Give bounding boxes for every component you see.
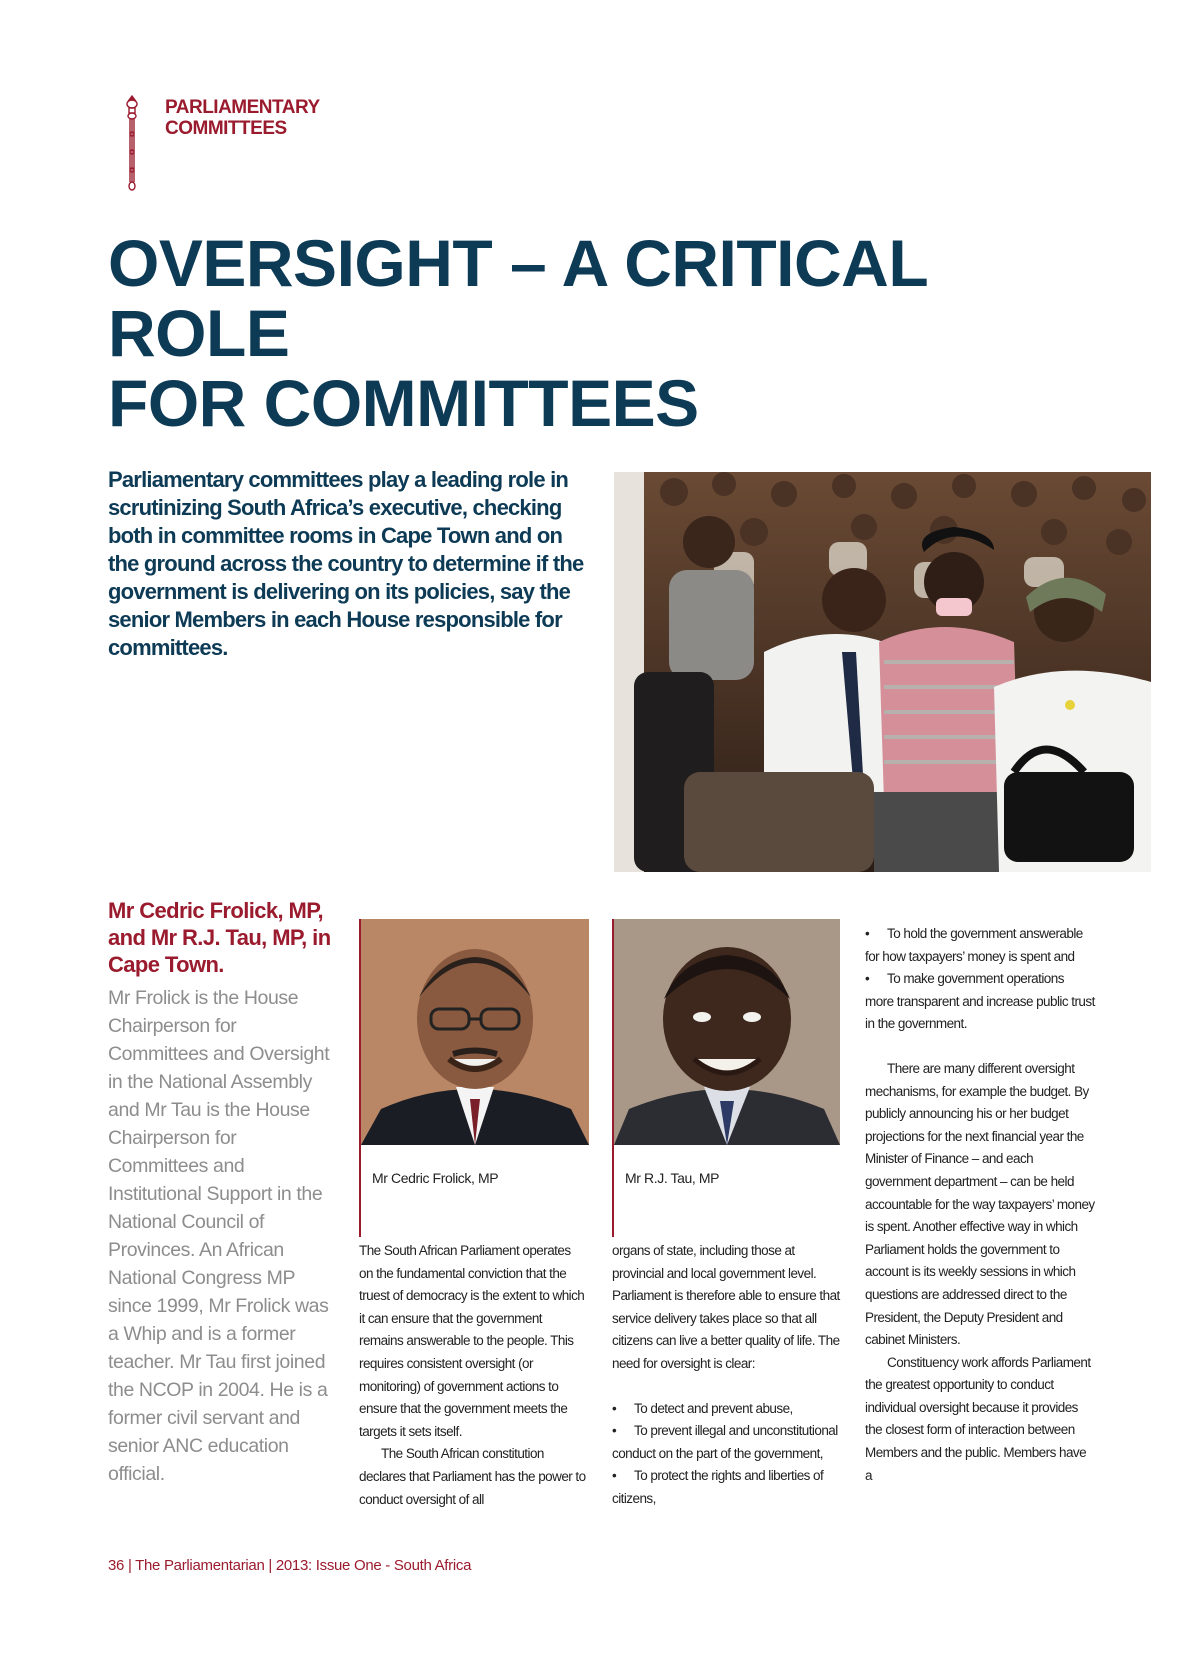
list-item xyxy=(865,968,1095,1036)
portrait-frolick-image xyxy=(361,919,589,1145)
bullet-icon: • xyxy=(612,1423,617,1439)
bullet-icon: • xyxy=(865,971,870,987)
caption-frolick: Mr Cedric Frolick, MP xyxy=(372,1170,499,1186)
page-title xyxy=(108,228,1108,438)
crowd-photo xyxy=(614,472,1151,872)
bullet-icon: • xyxy=(612,1468,617,1484)
list-item-text: To detect and prevent abuse, xyxy=(634,1400,793,1416)
section-label-line1: PARLIAMENTARY xyxy=(165,97,320,118)
caption-rule xyxy=(359,1145,361,1237)
intro-paragraph: Parliamentary committees play a leading role in scrutinizing South Africa’s executive, checking both in committee rooms in Cape Town and on the ground across the country to determine if the government is delivering on its policies, say the senior Members in each House responsible for committees. xyxy=(108,467,584,660)
bullet-icon: • xyxy=(612,1400,617,1416)
caption-rule xyxy=(612,1145,614,1237)
section-label xyxy=(165,97,320,139)
section-label-line2: COMMITTEES xyxy=(165,118,287,139)
portrait-tau xyxy=(612,919,840,1145)
list-item xyxy=(612,1465,842,1510)
sidebar-bio: Mr Frolick is the House Chairperson for Committees and Oversight in the National Assembly and Mr Tau is the House Chairperson for Committees and Institutional Support in the National Council of Provinces. An African National Congress MP since 1999, Mr Frolick was a Whip and is a former teacher. Mr Tau first joined the NCOP in 2004. He is a former civil servant and senior ANC education official. xyxy=(108,987,330,1485)
body-paragraph: The South African constitution declares that Parliament has the power to conduct oversight of all xyxy=(359,1446,586,1507)
portrait-tau-image xyxy=(614,919,840,1145)
list-item-text: To protect the rights and liberties of citizens, xyxy=(612,1468,824,1506)
page-title-line1: OVERSIGHT – A CRITICAL ROLE xyxy=(108,226,927,370)
body-paragraph: There are many different oversight mechanisms, for example the budget. By publicly announcing his or her budget projections for the next financial year the Minister of Finance – and each government department – can be held accountable for the way taxpayers’ money is spent. Another effective way in which Parliament holds the government to account is its weekly sessions in which questions are addressed direct to the President, the Deputy President and cabinet Ministers. xyxy=(865,1060,1095,1348)
body-paragraph: organs of state, including those at provincial and local government level. Parliament is therefore able to ensure that service delivery takes place so that all citizens can live a better quality of life. The need for oversight is clear: xyxy=(612,1243,840,1371)
portrait-frolick xyxy=(359,919,589,1145)
list-item xyxy=(612,1398,842,1421)
page-title-line2: FOR COMMITTEES xyxy=(108,366,699,440)
list-item xyxy=(865,923,1095,968)
article-byline: Mr Cedric Frolick, MP, and Mr R.J. Tau, MP, in Cape Town. xyxy=(108,898,331,977)
body-paragraph: Constituency work affords Parliament the greatest opportunity to conduct individual oversight because it provides the closest form of interaction between Members and the public. Members have a xyxy=(865,1354,1091,1483)
body-column-1 xyxy=(359,1240,587,1511)
body-column-3 xyxy=(865,923,1095,1487)
list-item xyxy=(612,1420,842,1465)
list-item-text: To hold the government answerable for how taxpayers’ money is spent and xyxy=(865,926,1083,964)
list-item-text: To make government operations more transparent and increase public trust in the government. xyxy=(865,971,1095,1032)
mace-icon xyxy=(122,94,142,194)
caption-tau: Mr R.J. Tau, MP xyxy=(625,1170,720,1186)
body-paragraph: The South African Parliament operates on the fundamental conviction that the truest of democracy is the extent to which it can ensure that the government remains answerable to the people. This requires consistent oversight (or monitoring) of government actions to ensure that the government meets the targets it sets itself. xyxy=(359,1243,585,1439)
crowd-photo-image xyxy=(614,472,1151,872)
body-column-2 xyxy=(612,1240,842,1511)
list-item-text: To prevent illegal and unconstitutional conduct on the part of the government, xyxy=(612,1423,838,1461)
bullet-icon: • xyxy=(865,926,870,941)
page-footer: 36 | The Parliamentarian | 2013: Issue One - South Africa xyxy=(108,1557,472,1574)
